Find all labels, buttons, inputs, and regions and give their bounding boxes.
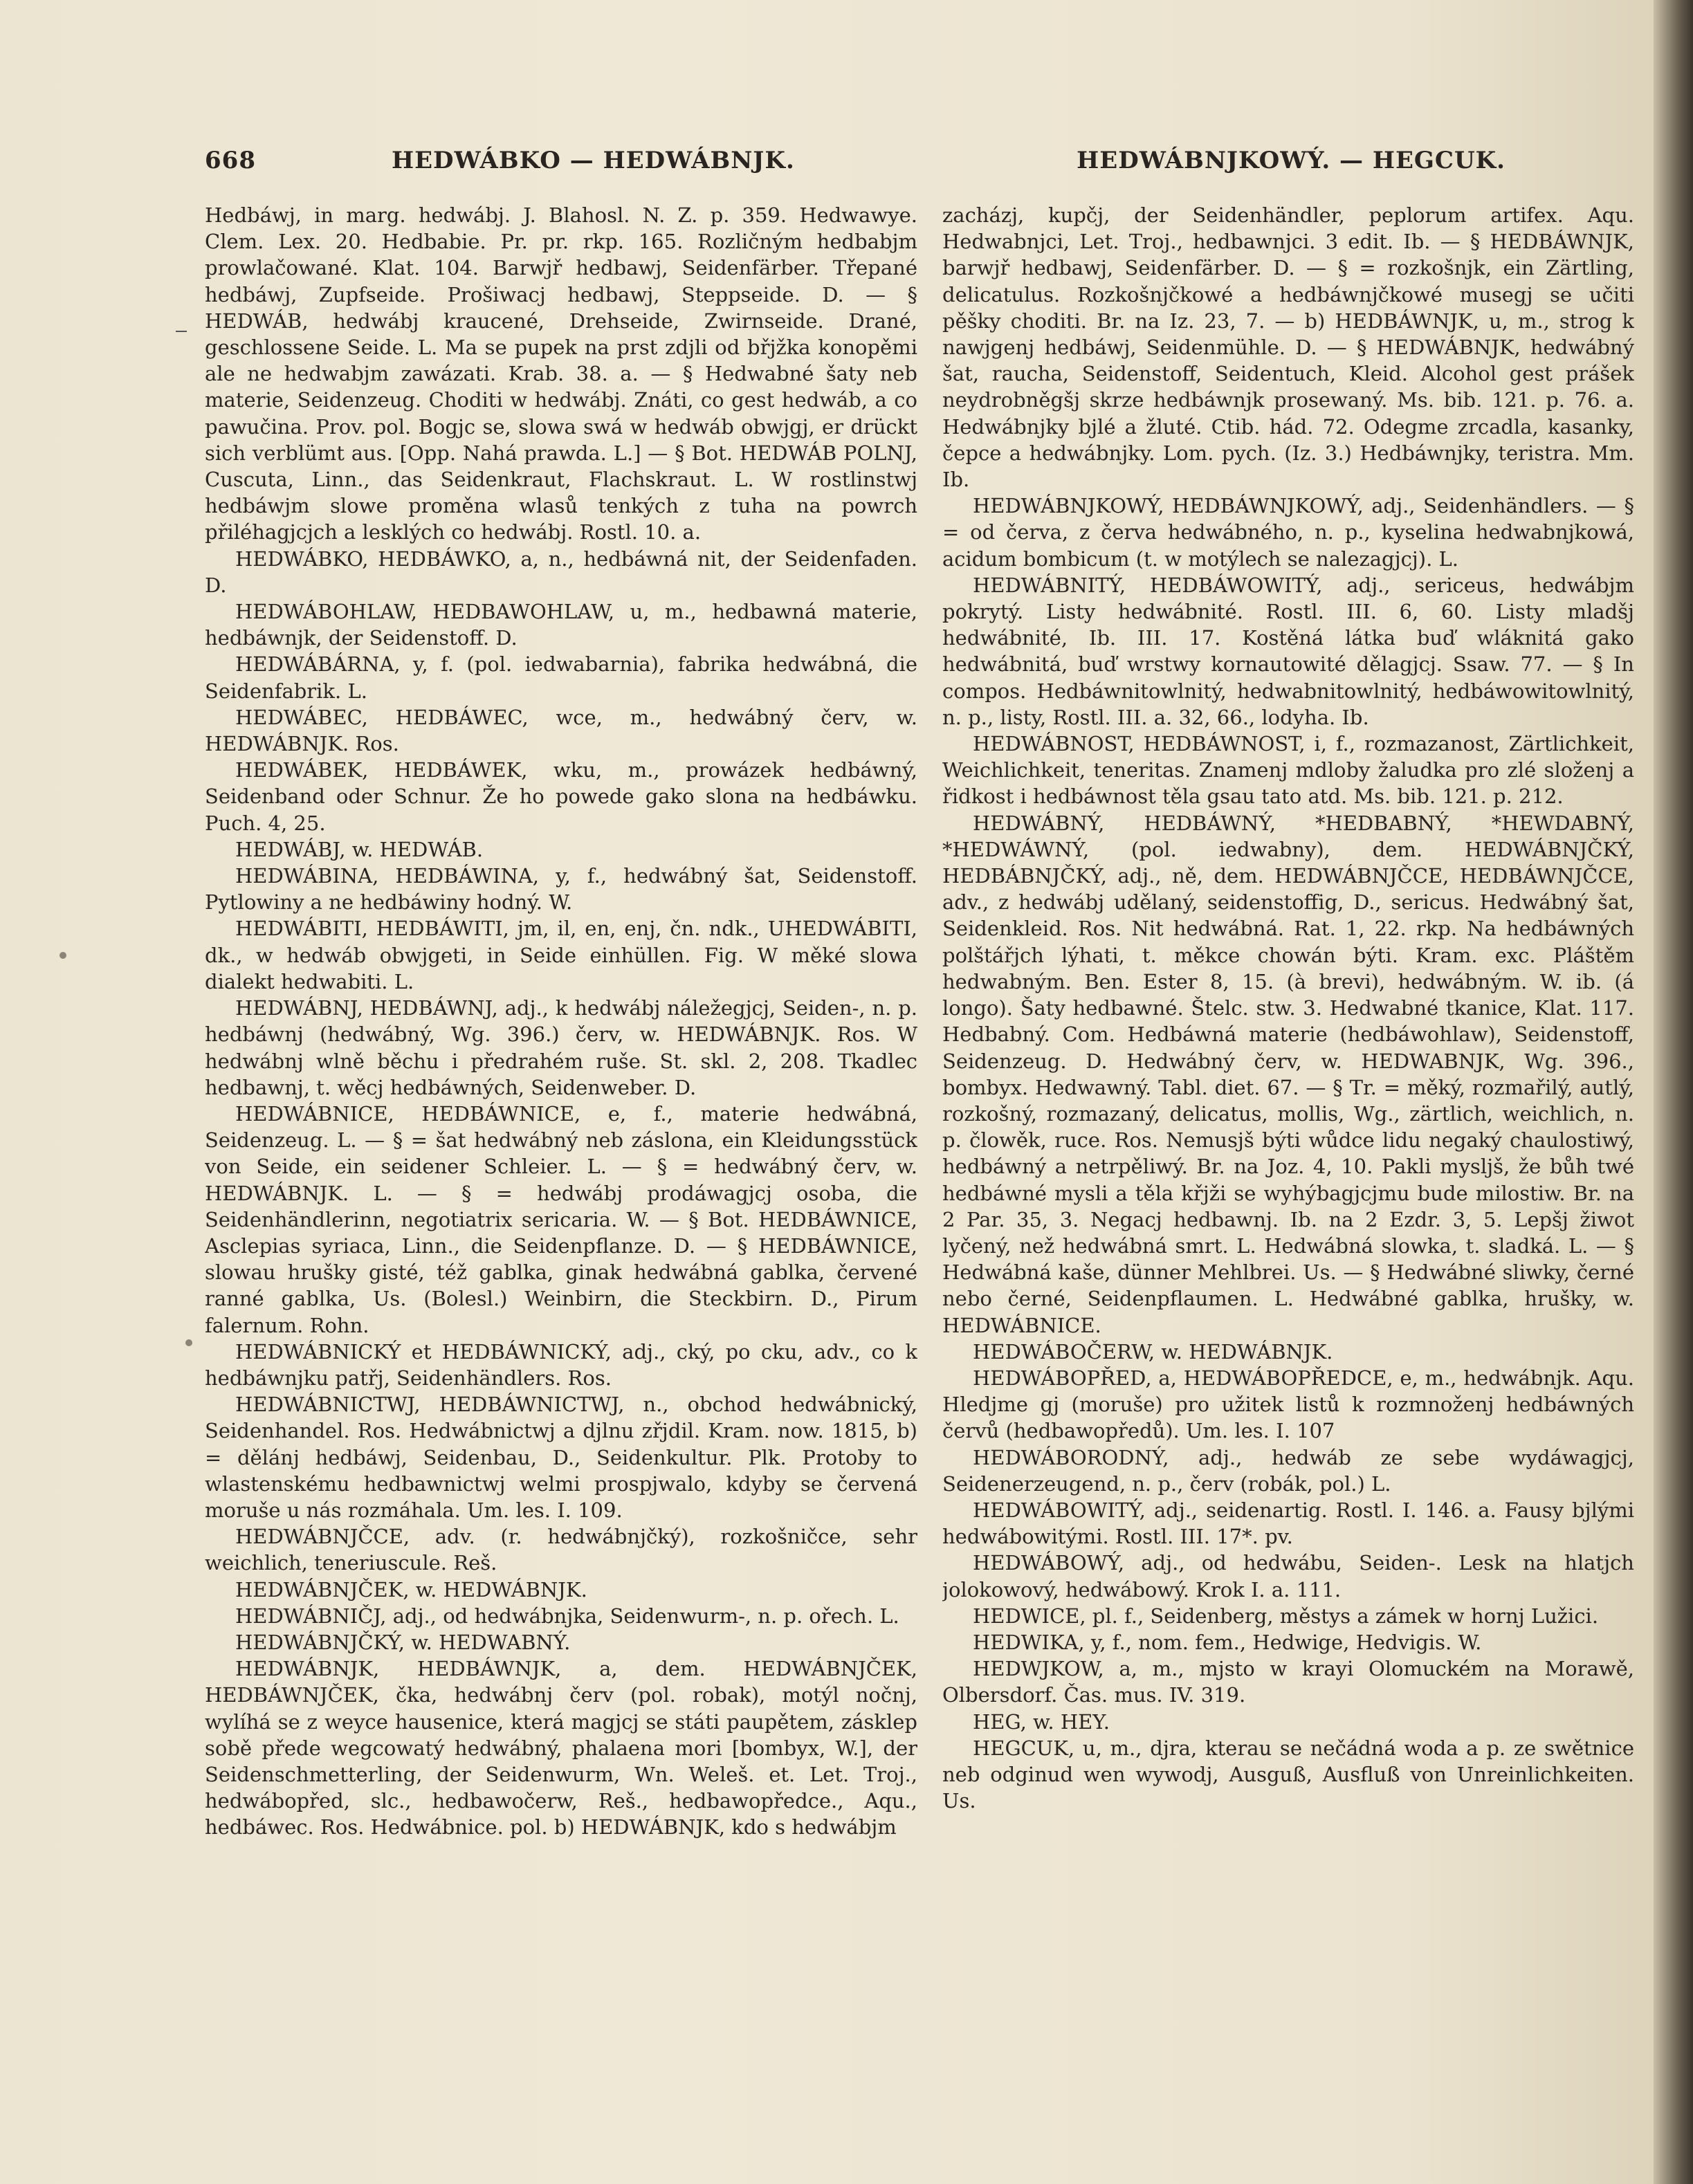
dictionary-entry: HEDWJKOW, a, m., mjsto w krayi Olomuckém na Morawě, Olbersdorf. Čas. mus. IV. 319. — [942, 1657, 1634, 1707]
dictionary-entry: HEDWÁBOPŘED, a, HEDWÁBOPŘEDCE, e, m., hedwábnjk. Aqu. Hledjme gj (moruše) pro užitek listů k rozmnoženj hedbáwných červů (hedbawopředů). Um. les. I. 107 — [942, 1366, 1634, 1443]
dictionary-entry: HEDWÁBNITÝ, HEDBÁWOWITÝ, adj., sericeus, hedwábjm pokrytý. Listy hedwábnité. Rostl. III. 6, 60. Listy mladšj hedwábnité, Ib. III. 17. Kostěná látka buď wláknitá gako hedwábnitá, buď wrstwy kornautowité dělagjcj. Ssaw. 77. — § In compos. Hedbáwnitowlnitý, hedwabnitowlnitý, hedbáwowitowlnitý, n. p., listy, Rostl. III. a. 32, 66., lodyha. Ib. — [942, 573, 1634, 729]
dictionary-entry: HEDWÁBJ, w. HEDWÁB. — [235, 837, 484, 861]
dictionary-entry: HEDWÁBNJČCE, adv. (r. hedwábnjčký), rozkošničce, sehr weichlich, teneriuscule. Reš. — [205, 1525, 917, 1575]
right-column — [942, 202, 1634, 1987]
left-running-title: HEDWÁBKO — HEDWÁBNJK. — [392, 147, 795, 174]
dictionary-entry: HEDWÁBINA, HEDBÁWINA, y, f., hedwábný šat, Seidenstoff. Pytlowiny a ne hedbáwiny hodný. W. — [205, 864, 917, 915]
paper-spot — [185, 1339, 192, 1346]
dictionary-entry: HEDWICE, pl. f., Seidenberg, městys a zámek w hornj Lužici. — [973, 1604, 1599, 1628]
binding-shadow — [1654, 0, 1693, 2184]
paper-spot — [60, 952, 66, 959]
dictionary-entry: HEDWÁBNJČKÝ, w. HEDWABNÝ. — [235, 1630, 571, 1654]
dictionary-entry: HEDWÁBOWÝ, adj., od hedwábu, Seiden-. Lesk na hlatjch jolokowový, hedwábowý. Krok I. a. 111. — [942, 1551, 1634, 1602]
dictionary-entry: HEDWÁBÁRNA, y, f. (pol. iedwabarnia), fabrika hedwábná, die Seidenfabrik. L. — [205, 652, 917, 703]
dictionary-entry: HEGCUK, u, m., djra, kterau se nečádná woda a p. ze swětnice neb odginud wen wywodj, Ausguß, Ausfluß von Unreinlichkeiten. Us. — [942, 1736, 1634, 1813]
dictionary-entry: HEDWÁBNJČEK, w. HEDWÁBNJK. — [235, 1577, 587, 1602]
dictionary-entry: HEDWÁBNICKÝ et HEDBÁWNICKÝ, adj., cký, po cku, adv., co k hedbáwnjku patřj, Seidenhändlers. Ros. — [205, 1339, 917, 1390]
dictionary-entry: HEDWÁBEC, HEDBÁWEC, wce, m., hedwábný červ, w. HEDWÁBNJK. Ros. — [205, 705, 917, 756]
dictionary-entry: zacházj, kupčj, der Seidenhändler, peplorum artifex. Aqu. Hedwabnjci, Let. Troj., hedbawnjci. 3 edit. Ib. — § HEDBÁWNJK, barwjř hedbawj, Seidenfärber. D. — § = rozkošnjk, ein Zärtling, delicatulus. Rozkošnjčkowé a hedbáwnjčkowé musegj se učiti pěšky choditi. Br. na Iz. 23, 7. — b) HEDBÁWNJK, u, m., strog k nawjgenj hedbáwj, Seidenmühle. D. — § HEDWÁBNJK, hedwábný šat, raucha, Seidenstoff, Seidentuch, Kleid. Alcohol gest prášek neydrobněgšj skrze hedbáwnjk prosewaný. Ms. bib. 121. p. 76. a. Hedwábnjky bjlé a žluté. Ctib. hád. 72. Odegme zrcadla, kasanky, čepce a hedwábnjky. Lom. pych. (Iz. 3.) Hedbáwnjky, teristra. Mm. Ib. — [942, 203, 1634, 492]
dictionary-entry: HEDWÁBOČERW, w. HEDWÁBNJK. — [973, 1339, 1333, 1364]
dictionary-entry: HEDWÁBNICE, HEDBÁWNICE, e, f., materie hedwábná, Seidenzeug. L. — § = šat hedwábný neb záslona, ein Kleidungsstück von Seide, ein seidener Schleier. L. — § = hedwábný červ, w. HEDWÁBNJK. L. — § = hedwábj prodáwagjcj osoba, die Seidenhändlerinn, negotiatrix sericaria. W. — § Bot. HEDBÁWNICE, Asclepias syriaca, Linn., die Seidenpflanze. D. — § HEDBÁWNICE, slowau hrušky gisté, též gablka, ginak hedwábná gablka, červené ranné gablka, Us. (Bolesl.) Weinbirn, die Steckbirn. D., Pirum falernum. Rohn. — [205, 1101, 917, 1337]
dictionary-entry: Hedbáwj, in marg. hedwábj. J. Blahosl. N. Z. p. 359. Hedwawye. Clem. Lex. 20. Hedbabie. Pr. pr. rkp. 165. Rozličným hedbabjm prowlačowané. Klat. 104. Barwjř hedbawj, Seidenfärber. Třepané hedbáwj, Zupfseide. Prošiwacj hedbawj, Steppseide. D. — § HEDWÁB, hedwábj kraucené, Drehseide, Zwirnseide. Drané, geschlossene Seide. L. Ma se pupek na prst zdjli od břjžka konopěmi ale ne hedwabjm zawázati. Krab. 38. a. — § Hedwabné šaty neb materie, Seidenzeug. Choditi w hedwábj. Znáti, co gest hedwáb, a co pawučina. Prov. pol. Bogjc se, slowa swá w hedwáb obwjgj, er drückt sich verblümt aus. [Opp. Nahá prawda. L.] — § Bot. HEDWÁB POLNJ, Cuscuta, Linn., das Seidenkraut, Flachskraut. L. W rostlinstwj hedbáwjm slowe proměna wlasů tenkých z tuha na powrch přiléhagjcjch a lesklých co hedwábj. Rostl. 10. a. — [205, 203, 917, 544]
dictionary-entry: HEDWÁBNOST, HEDBÁWNOST, i, f., rozmazanost, Zärtlichkeit, Weichlichkeit, teneritas. Znamenj mdloby žaludka pro zlé složenj a řidkost i hedbáwnost těla gsau tato atd. Ms. bib. 121. p. 212. — [942, 732, 1634, 809]
page-number: 668 — [205, 147, 256, 174]
dictionary-entry: HEDWÁBOHLAW, HEDBAWOHLAW, u, m., hedbawná materie, hedbáwnjk, der Seidenstoff. D. — [205, 600, 917, 650]
dictionary-entry: HEDWÁBNJ, HEDBÁWNJ, adj., k hedwábj náležegjcj, Seiden-, n. p. hedbáwnj (hedwábný, Wg. 396.) červ, w. HEDWÁBNJK. Ros. W hedwábnj wlně běchu i předrahém ruše. St. skl. 2, 208. Tkadlec hedbawnj, t. wěcj hedbáwných, Seidenweber. D. — [205, 996, 917, 1099]
dictionary-entry: HEDWIKA, y, f., nom. fem., Hedwige, Hedvigis. W. — [973, 1630, 1482, 1654]
dictionary-entry: HEDWÁBOWITÝ, adj., seidenartig. Rostl. I. 146. a. Fausy bjlými hedwábowitými. Rostl. III. 17*. pv. — [942, 1498, 1634, 1549]
dictionary-entry: HEDWÁBORODNÝ, adj., hedwáb ze sebe wydáwagjcj, Seidenerzeugend, n. p., červ (robák, pol.) L. — [942, 1445, 1634, 1496]
dictionary-entry: HEDWÁBNJKOWÝ, HEDBÁWNJKOWÝ, adj., Seidenhändlers. — § = od červa, z červa hedwábného, n. p., kyselina hedwabnjkowá, acidum bombicum (t. w motýlech se nalezagjcj). L. — [942, 494, 1634, 571]
dictionary-entry: HEDWÁBNJK, HEDBÁWNJK, a, dem. HEDWÁBNJČEK, HEDBÁWNJČEK, čka, hedwábnj červ (pol. robak), motýl nočnj, wylíhá se z weyce hausenice, která magjcj se státi paupětem, zásklep sobě přede wegcowatý hedwábný, phalaena mori [bombyx, W.], der Seidenschmetterling, der Seidenwurm, Wn. Weleš. et. Let. Troj., hedwábopřed, slc., hedbawočerw, Reš., hedbawopředce., Aqu., hedbáwec. Ros. Hedwábnice. pol. b) HEDWÁBNJK, kdo s hedwábjm — [205, 1657, 917, 1839]
margin-mark — [176, 331, 187, 332]
dictionary-entry: HEDWÁBNICTWJ, HEDBÁWNICTWJ, n., obchod hedwábnický, Seidenhandel. Ros. Hedwábnictwj a djlnu zřjdil. Kram. now. 1815, b) = dělánj hedbáwj, Seidenbau, D., Seidenkultur. Plk. Protoby to wlastenskému hedbawnictwj welmi prospjwalo, kdyby se červená moruše u nás rozmáhala. Um. les. I. 109. — [205, 1393, 917, 1522]
right-running-title: HEDWÁBNJKOWÝ. — HEGCUK. — [1077, 147, 1506, 174]
dictionary-entry: HEDWÁBEK, HEDBÁWEK, wku, m., prowázek hedbáwný, Seidenband oder Schnur. Že ho powede gako slona na hedbáwku. Puch. 4, 25. — [205, 758, 917, 835]
left-column — [205, 202, 917, 1987]
dictionary-entry: HEDWÁBNIČJ, adj., od hedwábnjka, Seidenwurm-, n. p. ořech. L. — [235, 1604, 899, 1628]
dictionary-entry: HEG, w. HEY. — [973, 1709, 1110, 1734]
dictionary-entry: HEDWÁBITI, HEDBÁWITI, jm, il, en, enj, čn. ndk., UHEDWÁBITI, dk., w hedwáb obwjgeti, in Seide einhüllen. Fig. W měké slowa dialekt hedwabiti. L. — [205, 917, 917, 993]
running-head — [205, 147, 1506, 188]
dictionary-entry: HEDWÁBNÝ, HEDBÁWNÝ, *HEDBABNÝ, *HEWDABNÝ, *HEDWÁWNÝ, (pol. iedwabny), dem. HEDWÁBNJČKÝ, HEDBÁBNJČKÝ, adj., ně, dem. HEDWÁBNJČCE, HEDBÁWNJČCE, adv., z hedwábj udělaný, seidenstoffig, D., sericus. Hedwábný šat, Seidenkleid. Ros. Nit hedwábná. Rat. 1, 22. rkp. Na hedbáwných polštářjch lýhati, t. měkce chowán býti. Kram. exc. Pláštěm hedwabným. Ben. Ester 8, 15. (à brevi), hedwábným. W. ib. (á longo). Šaty hedbawné. Štelc. stw. 3. Hedwabné tkanice, Klat. 117. Hedbabný. Com. Hedbáwná materie (hedbáwohlaw), Seidenstoff, Seidenzeug. D. Hedwábný červ, w. HEDWABNJK, Wg. 396., bombyx. Hedwawný. Tabl. diet. 67. — § Tr. = měký, rozmařilý, autlý, rozkošný, rozmazaný, delicatus, mollis, Wg., zärtlich, weichlich, n. p. člowěk, ruce. Ros. Nemusjš býti wůdce lidu negaký chaulostiwý, hedbáwný a netrpěliwý. Br. na Joz. 4, 10. Pakli mysljš, že bůh twé hedbáwné mysli a těla křjži se wyhýbagjcjmu bude milostiw. Br. na 2 Par. 35, 3. Negacj hedbawnj. Ib. na 2 Ezdr. 3, 5. Lepšj žiwot lyčený, než hedwábná smrt. L. Hedwábná slowka, t. sladká. L. — § Hedwábná kaše, dünner Mehlbrei. Us. — § Hedwábné sliwky, černé nebo černé, Seidenpflaumen. L. Hedwábné gablka, hrušky, w. HEDWÁBNICE. — [942, 811, 1634, 1337]
dictionary-entry: HEDWÁBKO, HEDBÁWKO, a, n., hedbáwná nit, der Seidenfaden. D. — [205, 547, 917, 597]
